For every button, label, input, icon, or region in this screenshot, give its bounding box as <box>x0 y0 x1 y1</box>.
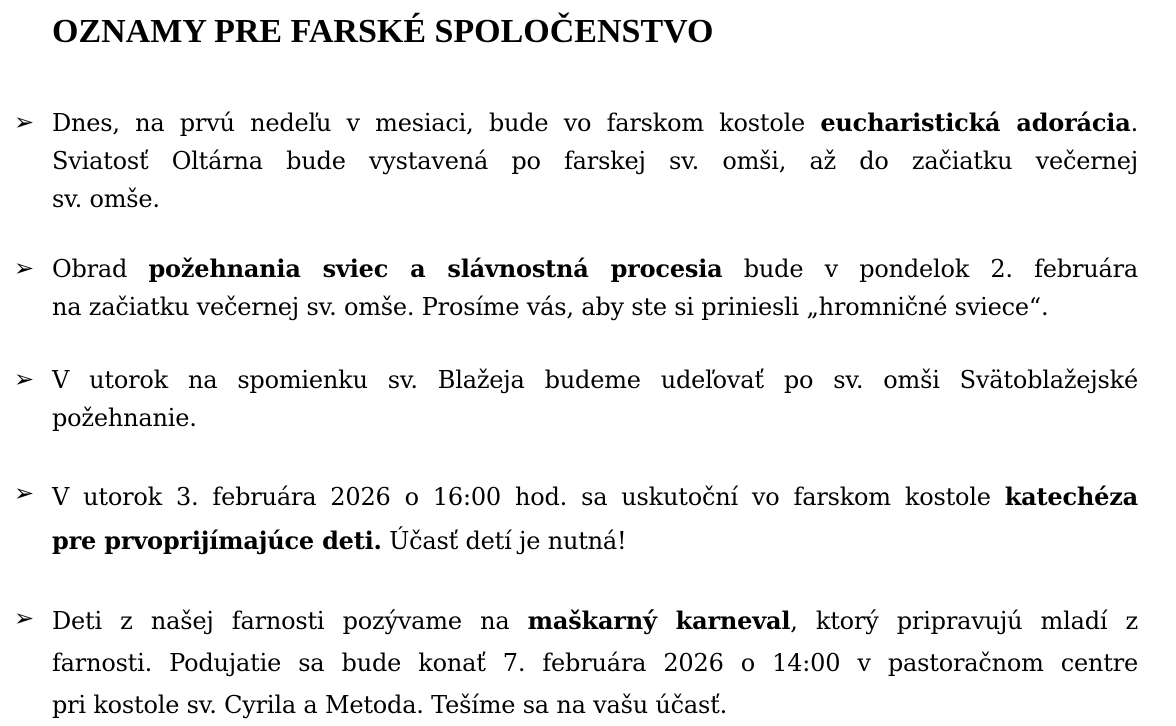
text-run: V utorok 3. februára 2026 o 16:00 hod. sa uskutoční vo farskom kostole <box>52 483 1005 511</box>
text-run: sv. omše. <box>52 185 160 213</box>
text-line <box>52 399 1138 437</box>
text-line <box>52 475 1138 519</box>
announcement-text <box>52 361 1138 437</box>
bold-text: maškarný karneval <box>527 606 791 635</box>
text-line <box>52 600 1138 642</box>
announcement-text <box>52 250 1138 326</box>
text-line <box>52 180 1138 218</box>
text-run: Sviatosť Oltárna bude vystavená po farskej sv. omši, až do začiatku večernej <box>52 147 1138 175</box>
page-title: OZNAMY PRE FARSKÉ SPOLOČENSTVO <box>52 13 714 50</box>
arrow-bullet-icon: ➢ <box>14 254 35 282</box>
text-line <box>52 642 1138 684</box>
text-line <box>52 684 1138 726</box>
text-run: , ktorý pripravujú mladí z <box>790 607 1138 635</box>
text-line <box>52 250 1138 288</box>
text-run: požehnanie. <box>52 404 197 432</box>
announcement-text <box>52 600 1138 726</box>
arrow-bullet-icon: ➢ <box>14 108 35 136</box>
text-run: farnosti. Podujatie sa bude konať 7. februára 2026 o 14:00 v pastoračnom centre <box>52 649 1138 677</box>
text-run: bude v pondelok 2. februára <box>722 255 1138 283</box>
text-run: na začiatku večernej sv. omše. Prosíme vás, aby ste si priniesli „hromničné sviece“. <box>52 293 1049 321</box>
text-line <box>52 142 1138 180</box>
announcement-text <box>52 104 1138 218</box>
bold-text: pre prvoprijímajúce deti. <box>52 526 382 555</box>
text-run: pri kostole sv. Cyrila a Metoda. Tešíme sa na vašu účasť. <box>52 691 728 719</box>
announcement-text <box>52 475 1138 563</box>
text-run: Účasť detí je nutná! <box>381 527 627 555</box>
text-run: Obrad <box>52 255 149 283</box>
arrow-bullet-icon: ➢ <box>14 604 35 632</box>
arrow-bullet-icon: ➢ <box>14 365 35 393</box>
text-run: V utorok na spomienku sv. Blažeja budeme udeľovať po sv. omši Svätoblažejské <box>52 366 1138 394</box>
text-run: . <box>1130 109 1138 137</box>
arrow-bullet-icon: ➢ <box>14 479 35 507</box>
bold-text: katechéza <box>1004 482 1138 511</box>
text-run: Dnes, na prvú nedeľu v mesiaci, bude vo farskom kostole <box>52 109 821 137</box>
text-line <box>52 361 1138 399</box>
text-line <box>52 288 1138 326</box>
text-line <box>52 104 1138 142</box>
text-run: Deti z našej farnosti pozývame na <box>52 607 528 635</box>
bold-text: eucharistická adorácia <box>820 108 1131 137</box>
text-line <box>52 519 1138 563</box>
bold-text: požehnania sviec a slávnostná procesia <box>148 254 723 283</box>
